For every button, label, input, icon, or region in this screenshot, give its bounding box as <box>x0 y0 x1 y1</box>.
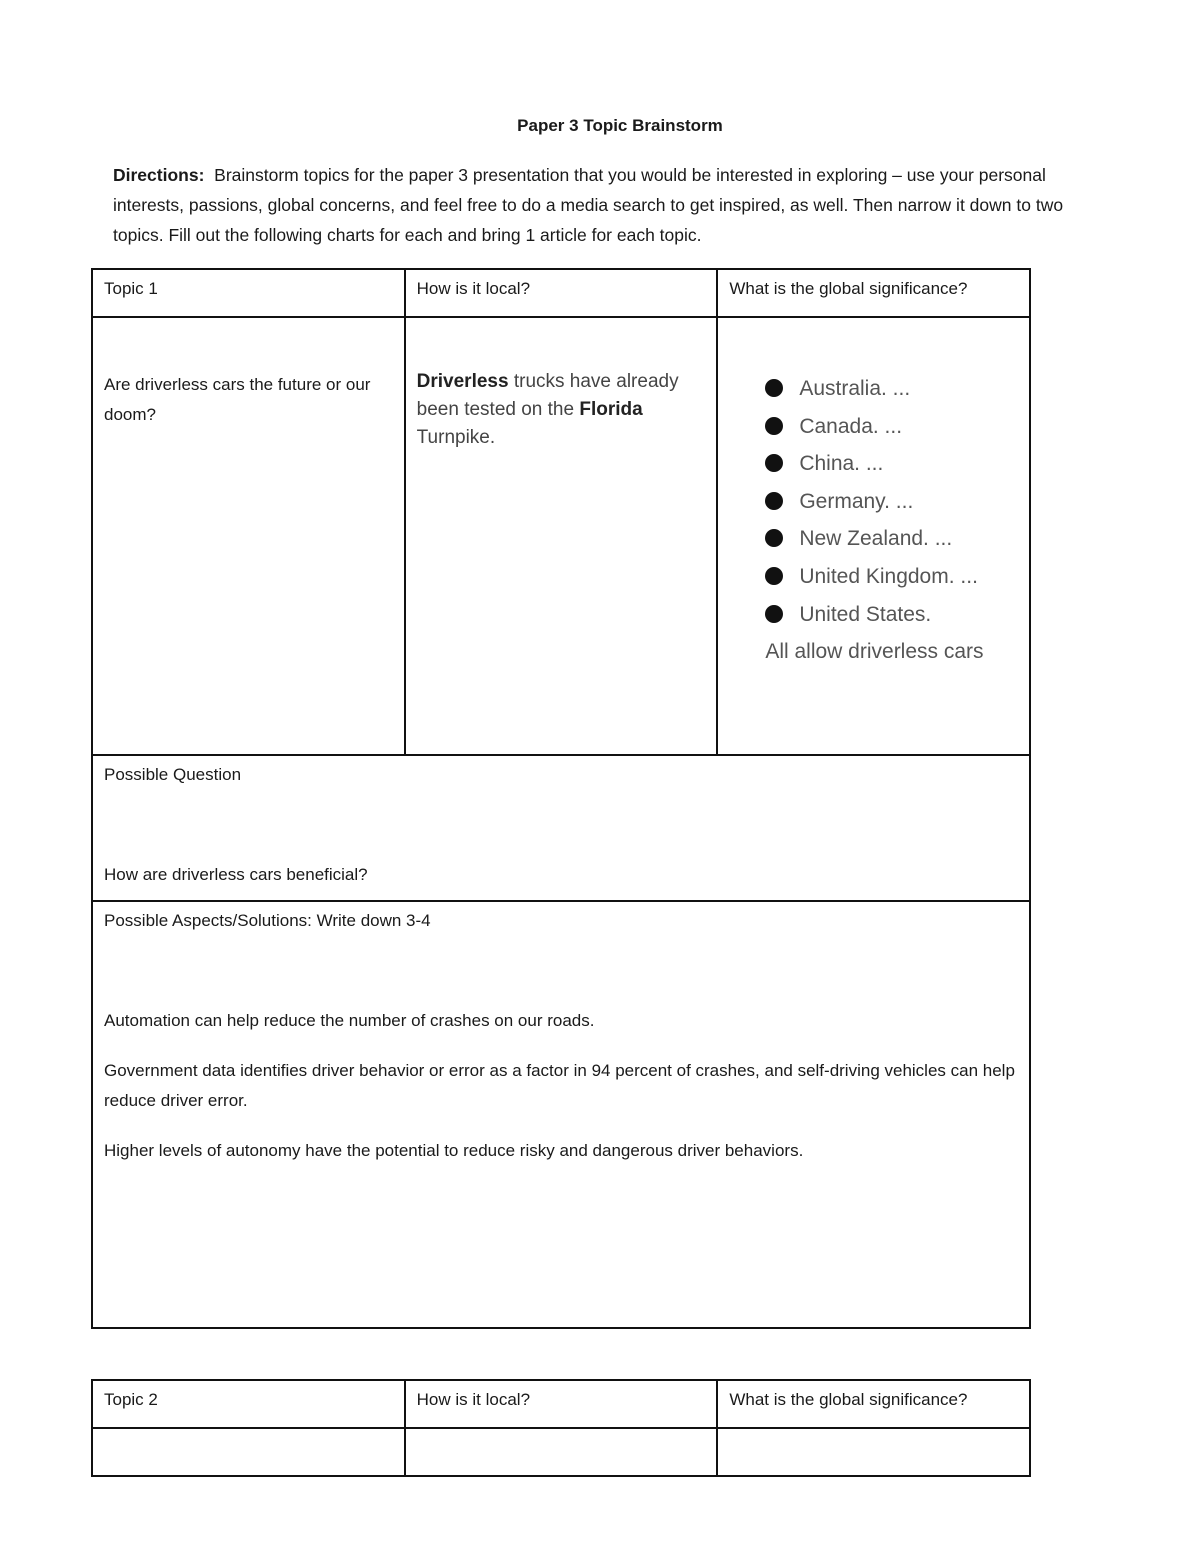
global-header: What is the global significance? <box>717 1380 1030 1428</box>
local-bold-1: Driverless <box>416 371 509 392</box>
country-label: China. ... <box>799 452 884 476</box>
aspect-item: Automation can help reduce the number of crashes on our roads. <box>104 1011 595 1030</box>
bullet-icon <box>765 379 783 397</box>
country-list <box>765 370 1018 633</box>
list-item <box>765 558 1018 596</box>
global-cell <box>717 1428 1030 1476</box>
bullet-icon <box>765 605 783 623</box>
local-span-1: trucks have already been tested on the <box>416 371 679 420</box>
list-item <box>765 520 1018 558</box>
topic-1-question: Are driverless cars the future or our doom? <box>104 375 371 424</box>
country-label: Germany. ... <box>799 489 914 513</box>
country-label: Canada. ... <box>799 414 903 438</box>
list-item <box>765 596 1018 634</box>
topic-1-header: Topic 1 <box>92 269 405 317</box>
bullet-icon <box>765 529 783 547</box>
aspects-label: Possible Aspects/Solutions: Write down 3-4 <box>104 911 431 930</box>
global-header: What is the global significance? <box>717 269 1030 317</box>
question-answer: How are driverless cars beneficial? <box>104 865 368 884</box>
directions <box>113 160 1098 250</box>
country-label: United States. <box>799 602 932 626</box>
bullet-icon <box>765 567 783 585</box>
aspects-cell <box>92 901 1030 1328</box>
question-cell <box>92 755 1030 901</box>
global-cell <box>717 317 1030 755</box>
aspect-item: Higher levels of autonomy have the potential to reduce risky and dangerous driver behaviors. <box>104 1141 804 1160</box>
local-cell <box>405 317 718 755</box>
topic-1-table <box>91 268 1031 1329</box>
list-item <box>765 445 1018 483</box>
bullet-icon <box>765 417 783 435</box>
list-item <box>765 408 1018 446</box>
question-label: Possible Question <box>104 765 242 784</box>
directions-text: Brainstorm topics for the paper 3 presentation that you would be interested in exploring – use your personal interests, passions, global concerns, and feel free to do a media search to get inspired, as well. Then narrow it down to two topics. Fill out the following charts for each and bring 1 article for each topic. <box>113 165 1064 245</box>
topic-2-header: Topic 2 <box>92 1380 405 1428</box>
local-header: How is it local? <box>405 269 718 317</box>
country-label: Australia. ... <box>799 377 911 400</box>
bullet-icon <box>765 492 783 510</box>
local-cell <box>405 1428 718 1476</box>
bullet-icon <box>765 454 783 472</box>
topic-1-cell <box>92 317 405 755</box>
local-span-2: Turnpike. <box>416 427 496 448</box>
aspect-item: Government data identifies driver behavior or error as a factor in 94 percent of crashes, and self-driving vehicles can help reduce driver error. <box>104 1061 1015 1110</box>
country-label: New Zealand. ... <box>799 527 953 551</box>
list-item <box>765 370 1018 408</box>
local-text <box>417 368 706 452</box>
local-bold-2: Florida <box>579 399 643 420</box>
country-label: United Kingdom. ... <box>799 564 978 588</box>
directions-label: Directions: <box>113 165 205 185</box>
page-title: Paper 3 Topic Brainstorm <box>517 116 723 135</box>
global-note: All allow driverless cars <box>765 640 984 664</box>
topic-2-table <box>91 1379 1031 1477</box>
local-header: How is it local? <box>405 1380 718 1428</box>
topic-2-cell <box>92 1428 405 1476</box>
list-item <box>765 483 1018 521</box>
